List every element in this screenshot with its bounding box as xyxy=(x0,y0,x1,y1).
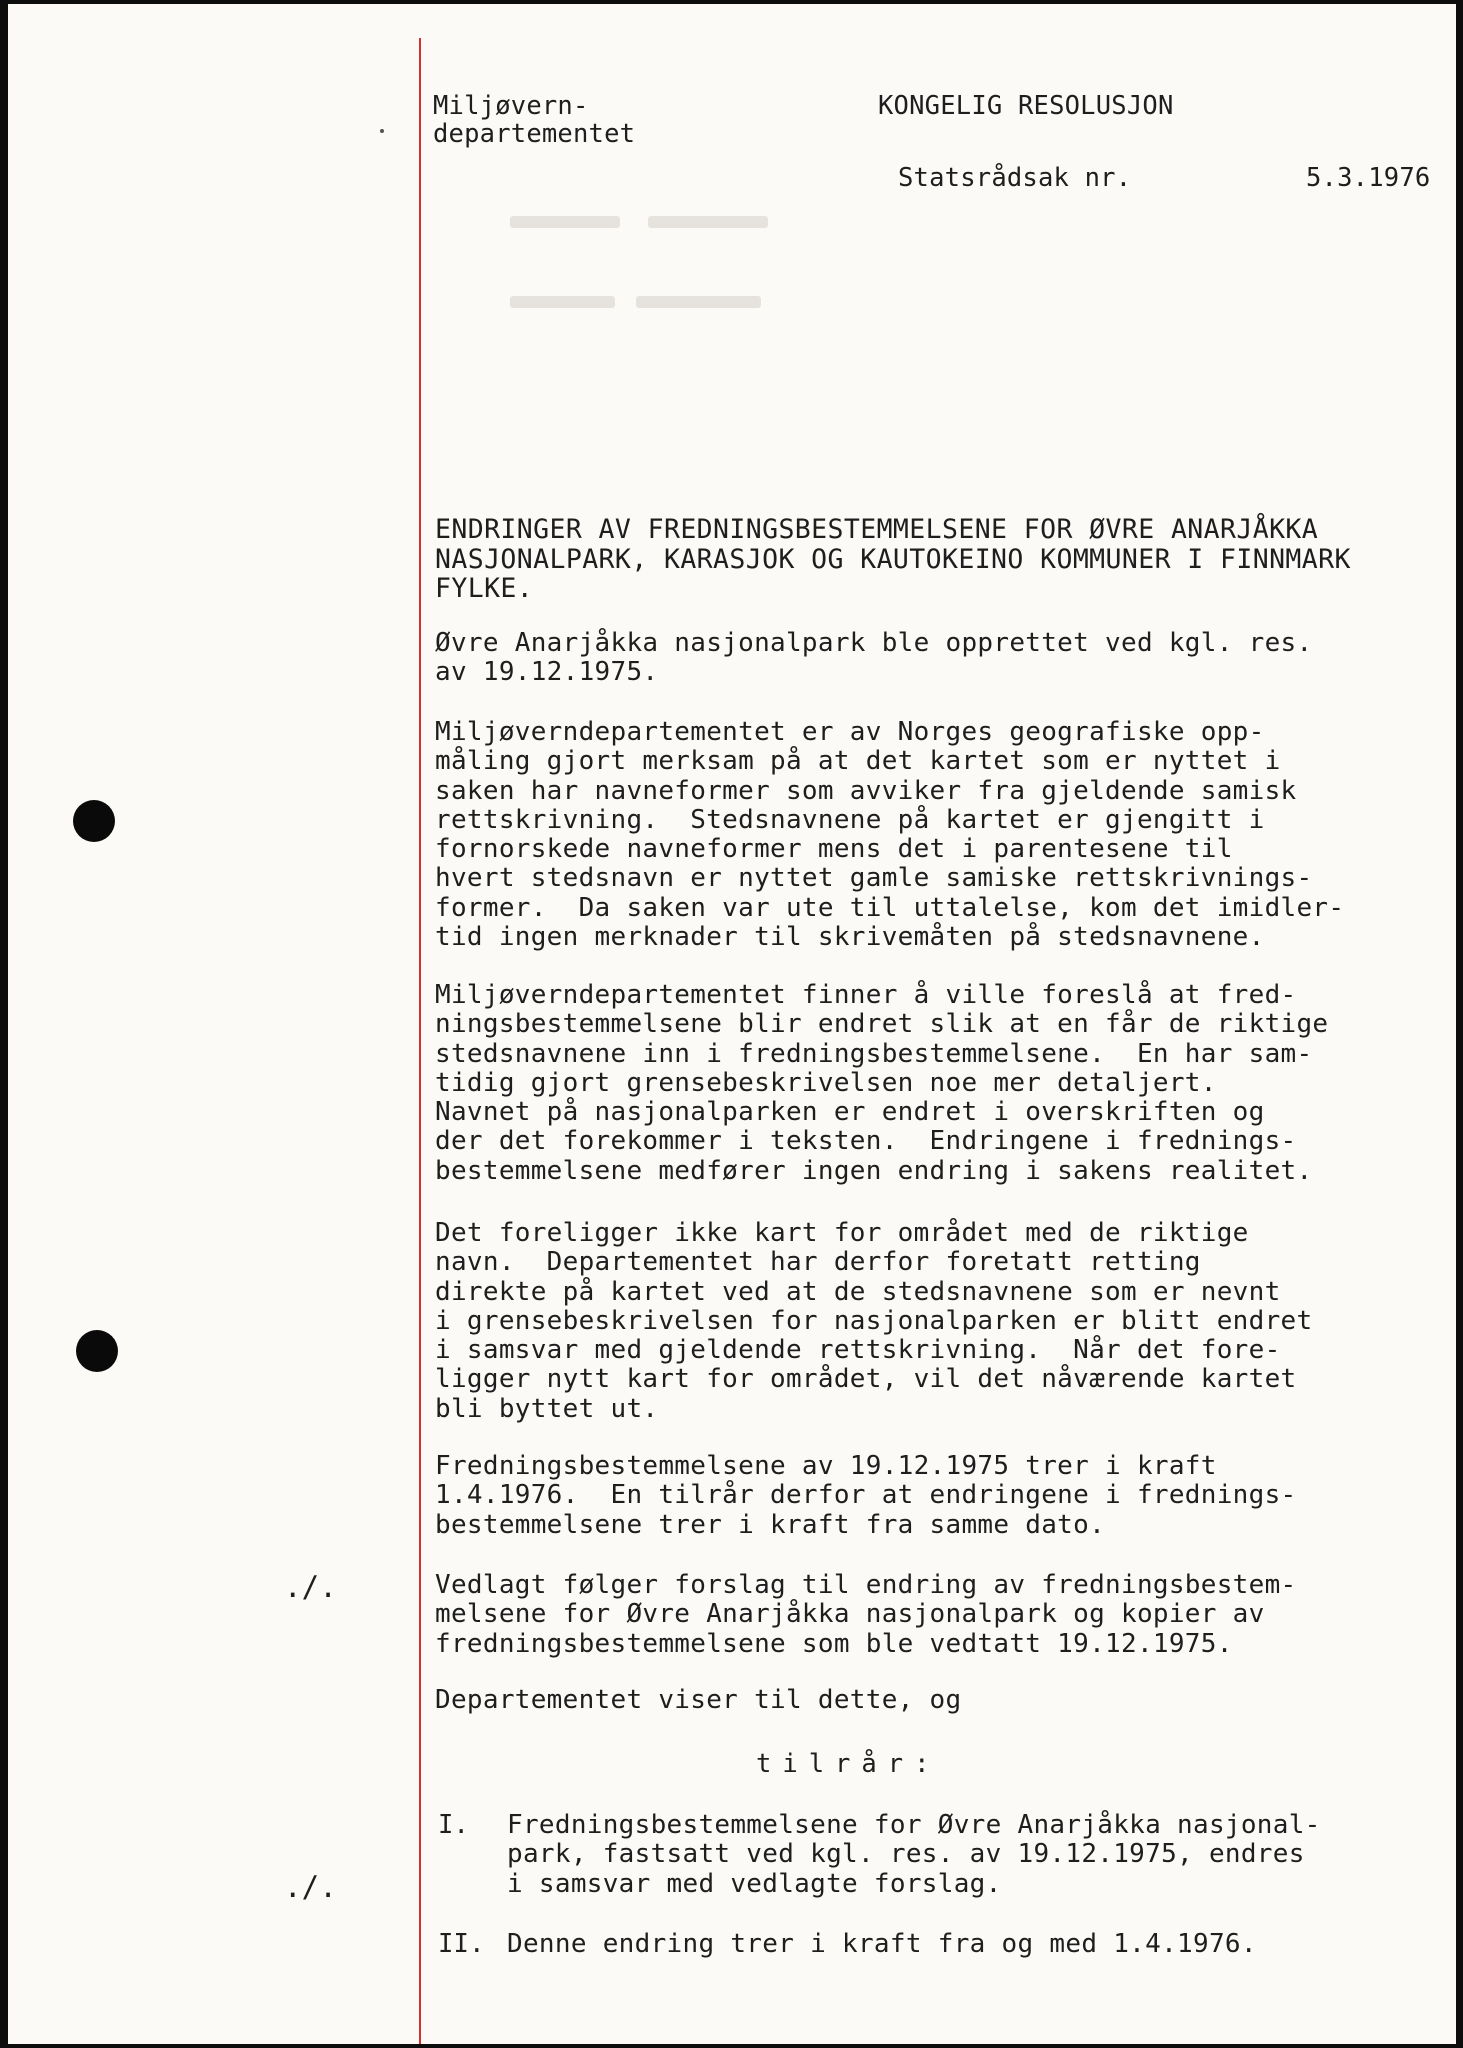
faded-typing xyxy=(510,216,620,228)
text-line: Departementet viser til dette, og xyxy=(435,1685,962,1715)
item-number-1: I. xyxy=(438,1810,470,1840)
recommendation-heading: tilrår: xyxy=(756,1749,941,1779)
case-number-label: Statsrådsak nr. xyxy=(898,163,1132,193)
text-line: saken har navneformer som avviker fra gjeldende samisk xyxy=(435,775,1297,806)
text-line: i grensebeskrivelsen for nasjonalparken er blitt endret xyxy=(435,1305,1313,1336)
attachment-mark: ./. xyxy=(284,1870,337,1904)
item-number-2: II. xyxy=(438,1929,485,1959)
text-line: Miljøverndepartementet er av Norges geografiske opp- xyxy=(435,717,1265,747)
text-line: fornorskede navneformer mens det i parentesene til xyxy=(435,834,1233,865)
text-line: stedsnavnene inn i fredningsbestemmelsene. En har sam- xyxy=(435,1038,1313,1069)
title-line: NASJONALPARK, KARASJOK OG KAUTOKEINO KOMMUNER I FINNMARK xyxy=(435,543,1351,575)
title-line: ENDRINGER AV FREDNINGSBESTEMMELSENE FOR ØVRE ANARJÅKKA xyxy=(435,514,1319,545)
faded-typing xyxy=(636,296,761,308)
text-line: bestemmelsene medfører ingen endring i sakens realitet. xyxy=(435,1155,1313,1186)
faded-typing xyxy=(648,216,768,228)
text-line: Det foreligger ikke kart for området med de riktige xyxy=(435,1218,1249,1248)
paragraph-establishment xyxy=(435,629,1312,688)
department-line-1: Miljøvern- xyxy=(433,91,589,121)
text-line: måling gjort merksam på at det kartet som er nyttet i xyxy=(435,746,1281,777)
attachment-mark: ./. xyxy=(284,1570,337,1604)
paragraph-name-forms xyxy=(435,718,1344,952)
text-line: i samsvar med gjeldende rettskrivning. Når det fore- xyxy=(435,1335,1281,1366)
text-line: former. Da saken var ute til uttalelse, kom det imidler- xyxy=(435,892,1345,923)
text-line: bli byttet ut. xyxy=(435,1393,659,1424)
department-line-2: departementet xyxy=(433,119,636,149)
text-line: 1.4.1976. En tilrår derfor at endringene i frednings- xyxy=(435,1480,1297,1511)
resolution-date: 5.3.1976 xyxy=(1306,163,1431,193)
text-line: hvert stedsnavn er nyttet gamle samiske rettskrivnings- xyxy=(435,863,1313,894)
document-type: KONGELIG RESOLUSJON xyxy=(878,91,1174,121)
margin-rule xyxy=(419,38,421,2044)
paragraph-effective-date xyxy=(435,1452,1296,1540)
speck xyxy=(380,129,384,133)
text-line: Navnet på nasjonalparken er endret i overskriften og xyxy=(435,1097,1265,1128)
text-line: Vedlagt følger forslag til endring av fredningsbestem- xyxy=(435,1570,1297,1600)
text-line: park, fastsatt ved kgl. res. av 19.12.1975, endres xyxy=(507,1839,1305,1870)
text-line: Fredningsbestemmelsene for Øvre Anarjåkka nasjonal- xyxy=(507,1810,1321,1840)
text-line: der det forekommer i teksten. Endringene i frednings- xyxy=(435,1126,1297,1157)
punch-hole-bottom xyxy=(76,1330,118,1372)
item-2-text xyxy=(507,1930,1257,1959)
faded-typing xyxy=(510,296,615,308)
text-line: Fredningsbestemmelsene av 19.12.1975 trer i kraft xyxy=(435,1451,1217,1481)
text-line: melsene for Øvre Anarjåkka nasjonalpark og kopier av xyxy=(435,1599,1265,1630)
paragraph-proposal xyxy=(435,981,1328,1186)
title-line: FYLKE. xyxy=(435,573,534,604)
paragraph-reference xyxy=(435,1686,961,1715)
text-line: navn. Departementet har derfor foretatt retting xyxy=(435,1247,1201,1278)
paragraph-attachments xyxy=(435,1571,1296,1659)
document-page xyxy=(8,4,1456,2044)
text-line: ningsbestemmelsene blir endret slik at en får de riktige xyxy=(435,1009,1329,1040)
text-line: Øvre Anarjåkka nasjonalpark ble opprettet ved kgl. res. xyxy=(435,628,1313,658)
punch-hole-top xyxy=(73,800,115,842)
document-title xyxy=(435,515,1351,604)
text-line: Denne endring trer i kraft fra og med 1.4.1976. xyxy=(507,1929,1257,1959)
text-line: av 19.12.1975. xyxy=(435,657,659,688)
text-line: Miljøverndepartementet finner å ville foreslå at fred- xyxy=(435,980,1297,1010)
text-line: direkte på kartet ved at de stedsnavnene som er nevnt xyxy=(435,1276,1281,1307)
text-line: rettskrivning. Stedsnavnene på kartet er gjengitt i xyxy=(435,804,1265,835)
item-1-text xyxy=(507,1811,1321,1899)
text-line: ligger nytt kart for området, vil det nåværende kartet xyxy=(435,1364,1297,1395)
text-line: fredningsbestemmelsene som ble vedtatt 19.12.1975. xyxy=(435,1628,1233,1659)
text-line: i samsvar med vedlagte forslag. xyxy=(507,1868,1002,1899)
text-line: tidig gjort grensebeskrivelsen noe mer detaljert. xyxy=(435,1067,1217,1098)
paragraph-map xyxy=(435,1219,1312,1424)
text-line: tid ingen merknader til skrivemåten på stedsnavnene. xyxy=(435,922,1265,953)
text-line: bestemmelsene trer i kraft fra samme dato. xyxy=(435,1509,1106,1540)
